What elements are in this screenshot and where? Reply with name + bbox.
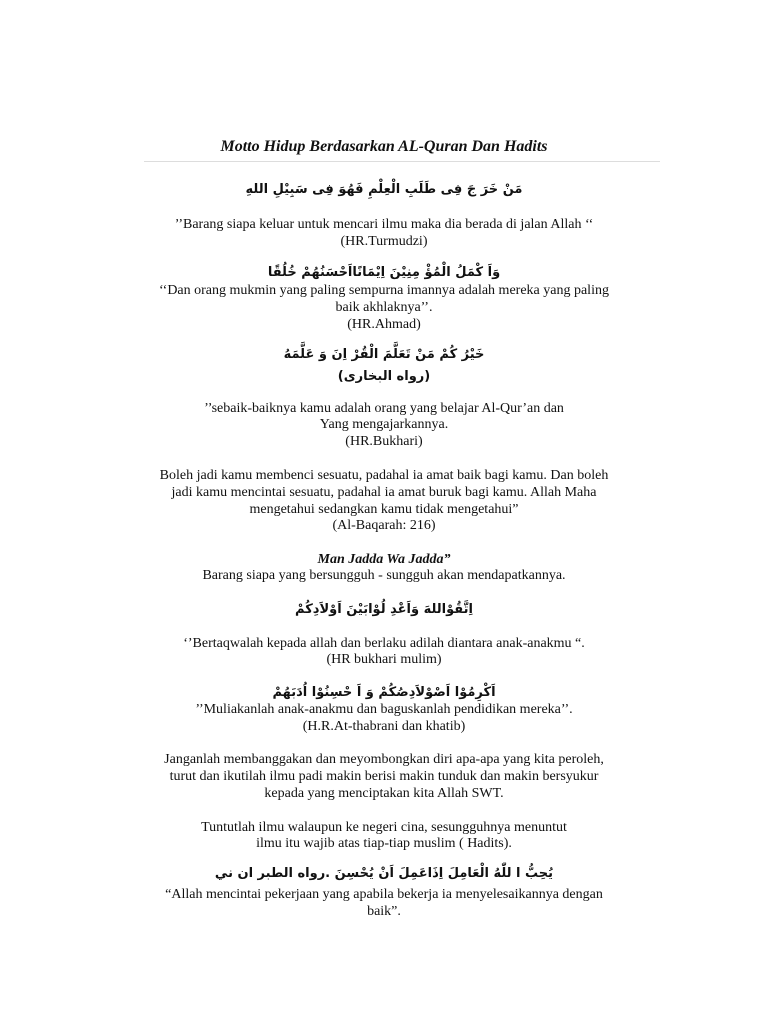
text-line: ’’Barang siapa keluar untuk mencari ilmu maka dia berada di jalan Allah ‘‘ bbox=[174, 217, 594, 232]
text-line: jadi kamu mencintai sesuatu, padahal ia amat buruk bagi kamu. Allah Maha bbox=[171, 485, 597, 500]
hadith-source: (H.R.At-thabrani dan khatib) bbox=[302, 719, 466, 734]
motto-heading: Man Jadda Wa Jadda” bbox=[317, 552, 451, 567]
title-divider bbox=[144, 161, 660, 162]
arabic-narration: (رواه البخارى) bbox=[337, 369, 431, 384]
hadith-source: (HR.Bukhari) bbox=[345, 434, 423, 449]
text-line: mengetahui sedangkan kamu tidak mengetahui” bbox=[249, 502, 519, 517]
text-line: Janganlah membanggakan dan meyombongkan diri apa-apa yang kita peroleh, bbox=[164, 752, 604, 767]
arabic-hadith-children: اَكْرِمُوْا اَصْوْلاَدِصُكُمْ وَ اَ حْسِنُوْا اُدَبَهُمْ bbox=[272, 685, 496, 700]
text-line: baik akhlaknya’’. bbox=[335, 300, 433, 315]
text-line: Tuntutlah ilmu walaupun ke negeri cina, sesungguhnya menuntut bbox=[201, 820, 567, 835]
arabic-hadith-akhlak: وَاَ كْمَلُ الْمُؤْ مِنِيْنَ اِيْمَانًااَحْسَنُهُمْ خُلُقًا bbox=[267, 265, 501, 280]
text-line: baik”. bbox=[367, 904, 401, 919]
verse-source: (Al-Baqarah: 216) bbox=[332, 518, 436, 533]
text-line: ‘’Bertaqwalah kepada allah dan berlaku adilah diantara anak-anakmu “. bbox=[183, 636, 585, 651]
text-line: kepada yang menciptakan kita Allah SWT. bbox=[264, 786, 504, 801]
text-line: ’’Muliakanlah anak-anakmu dan baguskanlah pendidikan mereka’’. bbox=[195, 702, 573, 717]
text-line: ilmu itu wajib atas tiap-tiap muslim ( Hadits). bbox=[256, 836, 512, 851]
text-line: ’’sebaik-baiknya kamu adalah orang yang belajar Al-Qur’an dan bbox=[204, 401, 564, 416]
arabic-hadith-knowledge: مَنْ خَرَ جَ فِى طَلَبِ الْعِلْمِ فَهُوَ فِى سَبِيْلِ اللهِ bbox=[245, 182, 523, 197]
text-line: Barang siapa yang bersungguh - sungguh akan mendapatkannya. bbox=[202, 568, 566, 583]
text-line: turut dan ikutilah ilmu padi makin berisi makin tunduk dan makin bersyukur bbox=[169, 769, 599, 784]
arabic-hadith-work: يُحِبُّ ا للّٰهُ الْعَامِلَ اِذَاعَمِلَ اَنْ يُحْسِنَ .رواه الطبر ان ني bbox=[214, 866, 554, 881]
arabic-hadith-quran: خَيْرُ كُمْ مَنْ تَعَلَّمَ الْقُرْ اِنَ وَ عَلَّمَهُ bbox=[283, 347, 485, 362]
arabic-hadith-justice: اِتَّقُوْاللهَ وَاَعْدِ لُوْابَيْنَ اَوْلاَدِكُمْ bbox=[295, 602, 473, 617]
text-line: “Allah mencintai pekerjaan yang apabila bekerja ia menyelesaikannya dengan bbox=[165, 887, 603, 902]
text-line: Boleh jadi kamu membenci sesuatu, padahal ia amat baik bagi kamu. Dan boleh bbox=[159, 468, 609, 483]
text-line: Yang mengajarkannya. bbox=[319, 417, 449, 432]
text-line: ‘‘Dan orang mukmin yang paling sempurna imannya adalah mereka yang paling bbox=[159, 283, 609, 298]
hadith-source: (HR bukhari mulim) bbox=[326, 652, 442, 667]
page-title: Motto Hidup Berdasarkan AL-Quran Dan Hadits bbox=[220, 138, 548, 155]
hadith-source: (HR.Ahmad) bbox=[347, 317, 421, 332]
hadith-source: (HR.Turmudzi) bbox=[340, 234, 428, 249]
